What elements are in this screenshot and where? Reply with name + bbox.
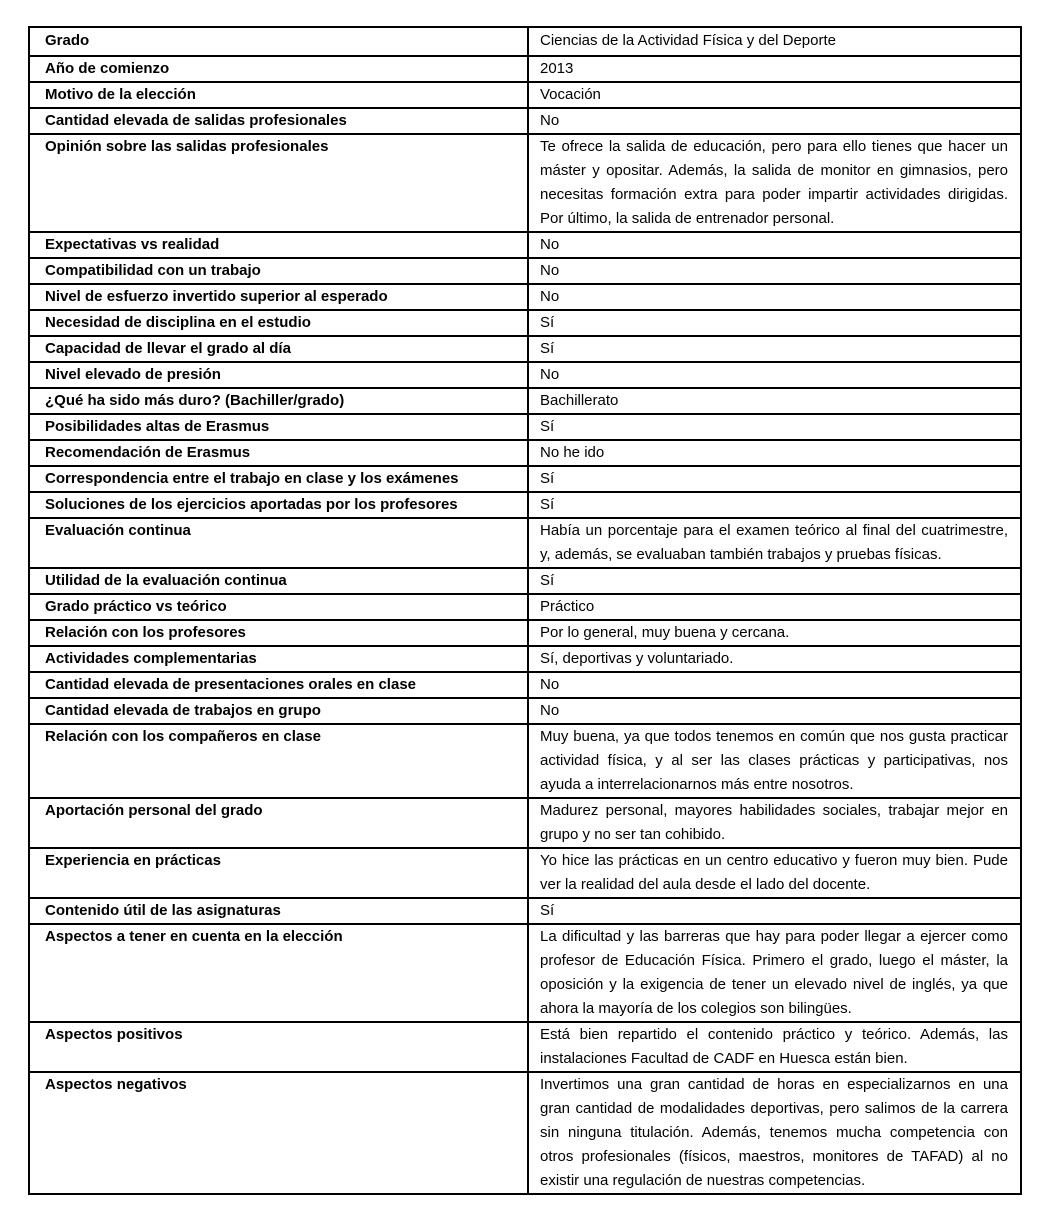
table-row (29, 698, 1021, 724)
table-row (29, 898, 1021, 924)
table-row (29, 518, 1021, 568)
row-label: ¿Qué ha sido más duro? (Bachiller/grado) (29, 388, 528, 414)
row-label: Soluciones de los ejercicios aportadas por los profesores (29, 492, 528, 518)
table-row (29, 336, 1021, 362)
row-label: Contenido útil de las asignaturas (29, 898, 528, 924)
row-value: Madurez personal, mayores habilidades sociales, trabajar mejor en grupo y no ser tan cohibido. (528, 798, 1021, 848)
row-label: Actividades complementarias (29, 646, 528, 672)
row-label: Utilidad de la evaluación continua (29, 568, 528, 594)
table-row (29, 568, 1021, 594)
table-row (29, 82, 1021, 108)
row-value: Yo hice las prácticas en un centro educativo y fueron muy bien. Pude ver la realidad del aula desde el lado del docente. (528, 848, 1021, 898)
row-value: Sí (528, 492, 1021, 518)
row-value: Sí (528, 568, 1021, 594)
table-row (29, 440, 1021, 466)
row-value: Está bien repartido el contenido práctico y teórico. Además, las instalaciones Facultad de CADF en Huesca están bien. (528, 1022, 1021, 1072)
row-label: Necesidad de disciplina en el estudio (29, 310, 528, 336)
survey-table (28, 26, 1022, 1195)
row-value: Práctico (528, 594, 1021, 620)
row-value: Muy buena, ya que todos tenemos en común que nos gusta practicar actividad física, y al ser las clases prácticas y participativas, nos ayuda a interrelacionarnos más entre nosotros. (528, 724, 1021, 798)
row-label: Cantidad elevada de presentaciones orales en clase (29, 672, 528, 698)
table-row (29, 232, 1021, 258)
row-label: Relación con los compañeros en clase (29, 724, 528, 798)
table-row (29, 848, 1021, 898)
row-label: Año de comienzo (29, 56, 528, 82)
row-value: No (528, 672, 1021, 698)
table-row (29, 1072, 1021, 1194)
table-row (29, 258, 1021, 284)
table-row (29, 924, 1021, 1022)
row-value: Por lo general, muy buena y cercana. (528, 620, 1021, 646)
row-label: Aportación personal del grado (29, 798, 528, 848)
row-value: Bachillerato (528, 388, 1021, 414)
row-label: Evaluación continua (29, 518, 528, 568)
row-value: Sí, deportivas y voluntariado. (528, 646, 1021, 672)
row-label: Recomendación de Erasmus (29, 440, 528, 466)
row-value: Sí (528, 898, 1021, 924)
row-label: Expectativas vs realidad (29, 232, 528, 258)
row-value: Sí (528, 414, 1021, 440)
row-value: No (528, 232, 1021, 258)
row-label: Experiencia en prácticas (29, 848, 528, 898)
row-value: La dificultad y las barreras que hay para poder llegar a ejercer como profesor de Educación Física. Primero el grado, luego el máster, la oposición y la exigencia de tener un elevado nivel de inglés, ya que ahora la mayoría de los colegios son bilingües. (528, 924, 1021, 1022)
row-value: Había un porcentaje para el examen teórico al final del cuatrimestre, y, además, se evaluaban también trabajos y pruebas físicas. (528, 518, 1021, 568)
row-label: Relación con los profesores (29, 620, 528, 646)
row-label: Cantidad elevada de salidas profesionales (29, 108, 528, 134)
table-row (29, 724, 1021, 798)
table-row (29, 1022, 1021, 1072)
table-row (29, 466, 1021, 492)
row-value: No (528, 108, 1021, 134)
row-label: Aspectos positivos (29, 1022, 528, 1072)
table-row (29, 56, 1021, 82)
row-label: Aspectos negativos (29, 1072, 528, 1194)
table-row (29, 388, 1021, 414)
row-value: Te ofrece la salida de educación, pero para ello tienes que hacer un máster y opositar. Además, la salida de monitor en gimnasios, pero necesitas formación extra para poder impartir actividades dirigidas. Por último, la salida de entrenador personal. (528, 134, 1021, 232)
row-label: Aspectos a tener en cuenta en la elección (29, 924, 528, 1022)
table-row (29, 492, 1021, 518)
row-value: Sí (528, 336, 1021, 362)
table-row (29, 108, 1021, 134)
row-label: Nivel elevado de presión (29, 362, 528, 388)
row-label: Nivel de esfuerzo invertido superior al esperado (29, 284, 528, 310)
table-row (29, 134, 1021, 232)
table-row (29, 594, 1021, 620)
table-row (29, 362, 1021, 388)
row-label: Posibilidades altas de Erasmus (29, 414, 528, 440)
row-value: No (528, 698, 1021, 724)
row-value: Invertimos una gran cantidad de horas en especializarnos en una gran cantidad de modalidades deportivas, pero salimos de la carrera sin ninguna titulación. Además, tenemos mucha competencia con otros profesionales (físicos, maestros, monitores de TAFAD) al no existir una regulación de nuestras competencias. (528, 1072, 1021, 1194)
row-value: Sí (528, 466, 1021, 492)
table-row (29, 310, 1021, 336)
row-label: Compatibilidad con un trabajo (29, 258, 528, 284)
table-row (29, 414, 1021, 440)
row-value: 2013 (528, 56, 1021, 82)
row-value: No (528, 258, 1021, 284)
row-label: Opinión sobre las salidas profesionales (29, 134, 528, 232)
row-value: Sí (528, 310, 1021, 336)
row-value: No he ido (528, 440, 1021, 466)
table-row (29, 646, 1021, 672)
row-label: Motivo de la elección (29, 82, 528, 108)
row-label: Grado (29, 27, 528, 56)
row-value: Vocación (528, 82, 1021, 108)
row-label: Cantidad elevada de trabajos en grupo (29, 698, 528, 724)
row-label: Grado práctico vs teórico (29, 594, 528, 620)
table-row (29, 798, 1021, 848)
table-row (29, 284, 1021, 310)
table-row (29, 672, 1021, 698)
row-value: No (528, 284, 1021, 310)
row-value: Ciencias de la Actividad Física y del Deporte (528, 27, 1021, 56)
table-row (29, 27, 1021, 56)
row-label: Capacidad de llevar el grado al día (29, 336, 528, 362)
table-row (29, 620, 1021, 646)
row-label: Correspondencia entre el trabajo en clase y los exámenes (29, 466, 528, 492)
row-value: No (528, 362, 1021, 388)
